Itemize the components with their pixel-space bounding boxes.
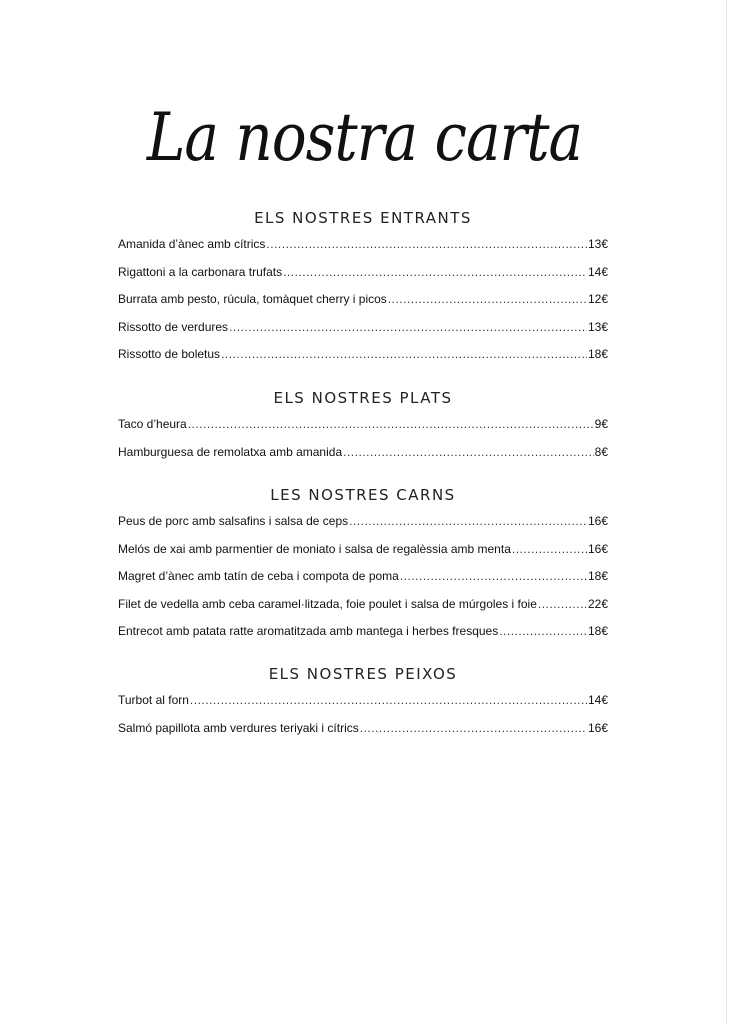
section-heading: ELS NOSTRES PEIXOS bbox=[268, 665, 458, 683]
menu-item bbox=[118, 514, 608, 542]
menu-title: La nostra carta bbox=[146, 97, 583, 177]
item-price: 13€ bbox=[587, 319, 608, 334]
dot-leader bbox=[283, 265, 587, 279]
menu-item bbox=[118, 265, 608, 293]
menu-item bbox=[118, 721, 608, 749]
item-price: 22€ bbox=[587, 596, 608, 611]
item-name: Magret d’ànec amb tatín de ceba i compota de poma bbox=[118, 569, 399, 583]
dot-leader bbox=[343, 445, 594, 459]
menu-item bbox=[118, 292, 608, 320]
section-plats bbox=[118, 388, 608, 472]
menu-item bbox=[118, 417, 608, 445]
dot-leader bbox=[349, 514, 587, 528]
dot-leader bbox=[190, 693, 587, 707]
dot-leader bbox=[188, 417, 594, 431]
item-price: 18€ bbox=[587, 347, 608, 361]
menu-item bbox=[118, 569, 608, 597]
item-name: Entrecot amb patata ratte aromatitzada amb mantega i herbes fresques bbox=[118, 624, 499, 638]
item-name: Amanida d’ànec amb cítrics bbox=[118, 237, 266, 251]
item-name: Filet de vedella amb ceba caramel·litzada, foie poulet i salsa de múrgoles i foie bbox=[118, 596, 537, 611]
menu-item bbox=[118, 347, 608, 375]
item-price: 18€ bbox=[587, 624, 608, 638]
dot-leader bbox=[266, 237, 587, 251]
item-price: 14€ bbox=[587, 264, 608, 279]
menu-item bbox=[118, 237, 608, 265]
dot-leader bbox=[499, 624, 587, 638]
item-name: Peus de porc amb salsafins i salsa de ceps bbox=[118, 514, 349, 528]
item-name: Taco d’heura bbox=[118, 417, 187, 431]
menu-item bbox=[118, 445, 608, 473]
menu-item bbox=[118, 693, 608, 721]
item-name: Hamburguesa de remolatxa amb amanida bbox=[118, 444, 343, 459]
dot-leader bbox=[229, 320, 587, 334]
item-name: Melós de xai amb parmentier de moniato i salsa de regalèssia amb menta bbox=[118, 541, 511, 556]
dot-leader bbox=[388, 292, 587, 306]
dot-leader bbox=[512, 542, 587, 556]
item-price: 16€ bbox=[587, 720, 608, 735]
section-peixos bbox=[118, 664, 608, 748]
item-name: Rissotto de verdures bbox=[118, 319, 229, 334]
menu-item bbox=[118, 320, 608, 348]
item-name: Rigattoni a la carbonara trufats bbox=[118, 264, 283, 279]
item-price: 14€ bbox=[587, 693, 608, 707]
item-price: 8€ bbox=[594, 444, 608, 459]
dot-leader bbox=[400, 569, 587, 583]
item-price: 18€ bbox=[587, 569, 608, 583]
section-heading: ELS NOSTRES PLATS bbox=[273, 389, 453, 407]
item-price: 13€ bbox=[587, 237, 608, 251]
item-name: Salmó papillota amb verdures teriyaki i cítrics bbox=[118, 720, 359, 735]
section-carns bbox=[118, 485, 608, 652]
menu-item bbox=[118, 624, 608, 652]
menu-item bbox=[118, 597, 608, 625]
section-entrants bbox=[118, 208, 608, 375]
item-name: Rissotto de boletus bbox=[118, 347, 221, 361]
dot-leader bbox=[360, 721, 587, 735]
item-price: 9€ bbox=[594, 417, 608, 431]
dot-leader bbox=[221, 347, 587, 361]
item-name: Burrata amb pesto, rúcula, tomàquet cherry i picos bbox=[118, 292, 387, 306]
item-price: 12€ bbox=[587, 292, 608, 306]
section-heading: ELS NOSTRES ENTRANTS bbox=[254, 209, 472, 227]
menu-item bbox=[118, 542, 608, 570]
item-price: 16€ bbox=[587, 541, 608, 556]
section-heading: LES NOSTRES CARNS bbox=[270, 486, 456, 504]
item-price: 16€ bbox=[587, 514, 608, 528]
item-name: Turbot al forn bbox=[118, 693, 189, 707]
dot-leader bbox=[538, 597, 587, 611]
